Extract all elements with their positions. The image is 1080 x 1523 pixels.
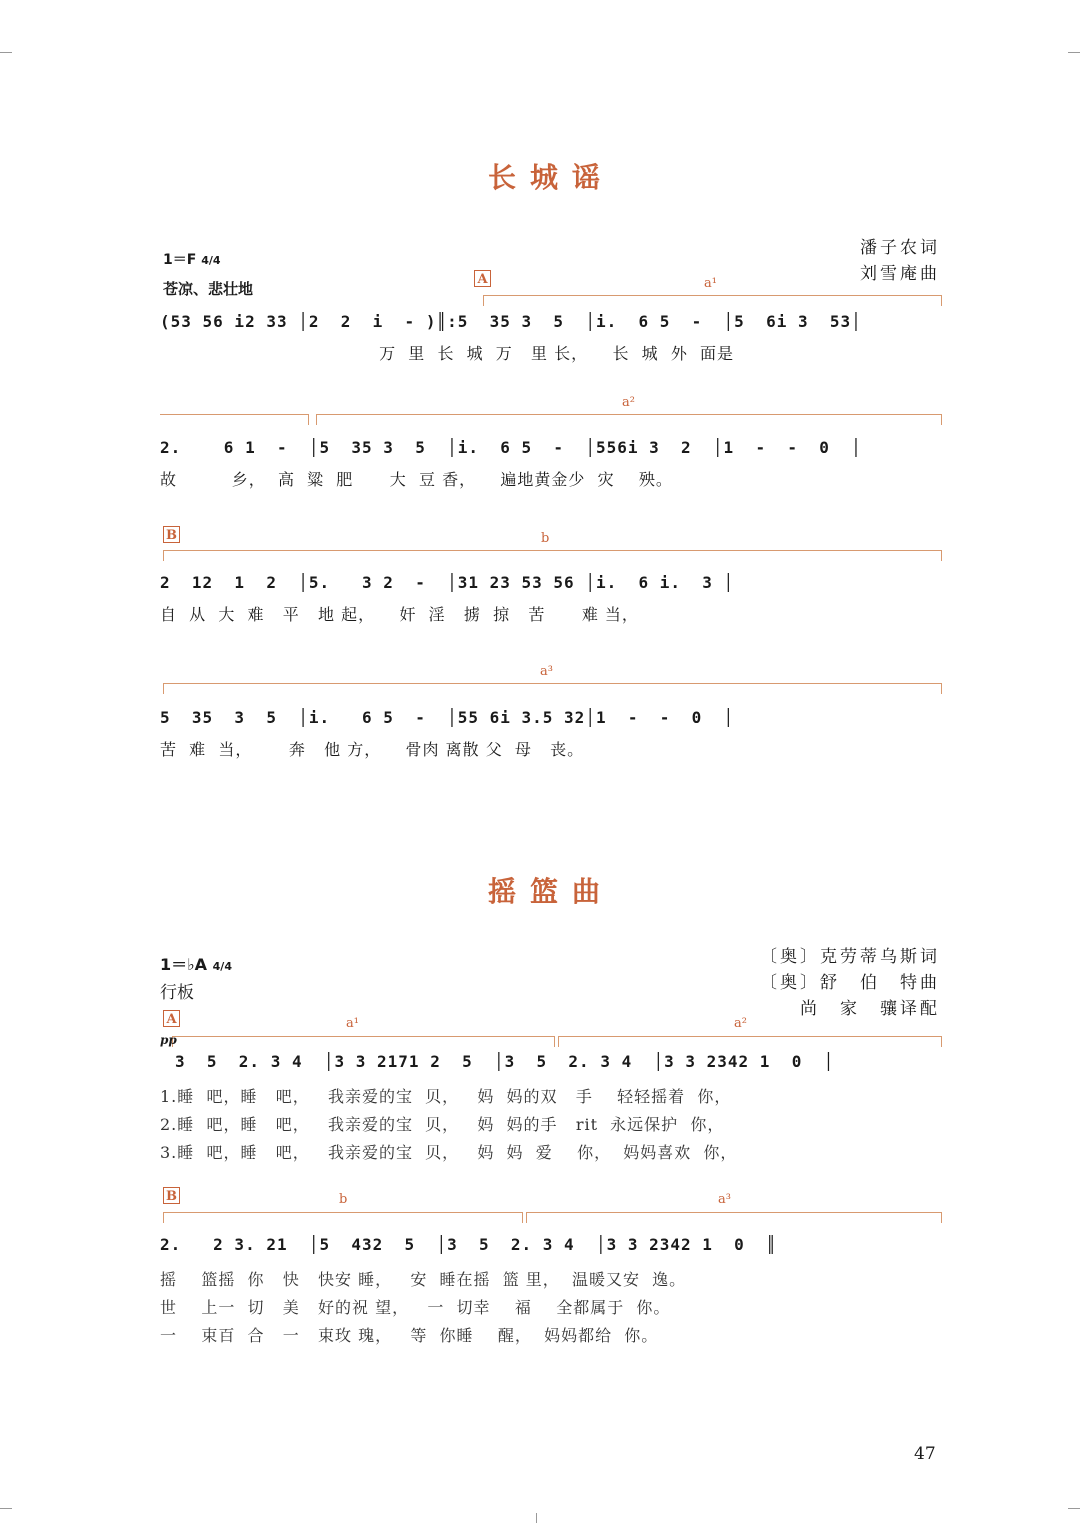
crop-mark: [536, 1513, 537, 1523]
phrase-bracket: [558, 1036, 942, 1047]
phrase-label-a2: a²: [622, 395, 635, 410]
song2-tempo: 行板: [160, 983, 194, 1003]
lyric-verse-3: 一 束百 合 一 束玫 瑰， 等 你睡 醒， 妈妈都给 你。: [160, 1326, 659, 1345]
lyric-line: 苦 难 当， 奔 他 方， 骨肉 离散 父 母 丧。: [160, 740, 585, 759]
song1-key: [163, 249, 221, 269]
notation-line: 5 35 3 5 │i. 6 5 - │55 6i 3.5 32│1 - - 0 │: [160, 708, 735, 727]
song2-key: [160, 952, 232, 975]
lyric-verse-2: 世 上一 切 美 好的祝 望， 一 切幸 福 全都属于 你。: [160, 1298, 671, 1317]
phrase-label-a3: a³: [540, 664, 553, 679]
lyric-verse-3: 3.睡 吧，睡 吧， 我亲爱的宝 贝， 妈 妈 爱 你， 妈妈喜欢 你，: [160, 1143, 738, 1162]
phrase-bracket: [163, 1212, 523, 1223]
phrase-label-a3: a³: [718, 1192, 731, 1207]
lyric-line: 自 从 大 难 平 地 起， 奸 淫 掳 掠 苦 难 当，: [160, 605, 639, 624]
time-signature: 4/4: [212, 960, 232, 973]
song2-composer: 〔奥〕舒 伯 特曲: [760, 973, 940, 993]
notation-line: (53 56 i2 33 │2 2 i - )║:5 35 3 5 │i. 6 5 - │5 6i 3 53│: [160, 312, 862, 331]
phrase-label-a1: a¹: [704, 276, 717, 291]
time-signature: 4/4: [201, 254, 221, 267]
song2-translator: 尚 家 骧译配: [800, 999, 940, 1019]
crop-mark: [0, 1508, 12, 1509]
key-signature: 1＝♭A: [160, 955, 208, 974]
phrase-label-a2: a²: [734, 1016, 747, 1031]
phrase-bracket: [163, 550, 942, 561]
song2-lyricist: 〔奥〕克劳蒂乌斯词: [760, 947, 940, 967]
notation-line: 2. 6 1 - │5 35 3 5 │i. 6 5 - │556i 3 2 │1 - - 0 │: [160, 438, 862, 457]
phrase-bracket: [316, 414, 942, 425]
song1-composer: 刘雪庵曲: [860, 264, 940, 284]
song1-mood: 苍凉、悲壮地: [163, 280, 254, 298]
song1-title: 长城谣: [488, 161, 615, 194]
lyric-verse-1: 1.睡 吧，睡 吧， 我亲爱的宝 贝， 妈 妈的双 手 轻轻摇着 你，: [160, 1087, 732, 1106]
crop-mark: [1068, 52, 1080, 53]
key-signature: 1＝F: [163, 252, 197, 268]
notation-line: 2. 2 3. 21 │5 432 5 │3 5 2. 3 4 │3 3 2342 1 0 ║: [160, 1235, 777, 1254]
phrase-label-b: b: [339, 1192, 348, 1207]
crop-mark: [1068, 1508, 1080, 1509]
phrase-bracket: [160, 414, 309, 425]
dynamic-marking: pp: [160, 1033, 177, 1047]
phrase-bracket: [172, 1036, 555, 1047]
phrase-label-a1: a¹: [346, 1016, 359, 1031]
page-number: 47: [914, 1444, 936, 1464]
phrase-bracket: [483, 295, 942, 306]
crop-mark: [0, 52, 12, 53]
section-label-B: B: [163, 1187, 180, 1204]
lyric-line: 万 里 长 城 万 里 长， 长 城 外 面是: [160, 344, 734, 363]
section-label-A: A: [163, 1010, 180, 1027]
notation-line: 3 5 2. 3 4 │3 3 2171 2 5 │3 5 2. 3 4 │3 3 2342 1 0 │: [175, 1052, 835, 1071]
lyric-verse-2: 2.睡 吧，睡 吧， 我亲爱的宝 贝， 妈 妈的手 rit 永远保护 你，: [160, 1115, 725, 1134]
section-label-A: A: [474, 270, 491, 287]
section-label-B: B: [163, 526, 180, 543]
notation-line: 2 12 1 2 │5. 3 2 - │31 23 53 56 │i. 6 i. 3 │: [160, 573, 735, 592]
phrase-bracket: [526, 1212, 942, 1223]
phrase-label-b: b: [541, 531, 550, 546]
phrase-bracket: [163, 683, 942, 694]
song1-lyricist: 潘子农词: [860, 238, 940, 258]
lyric-line: 故 乡， 高 粱 肥 大 豆 香， 遍地黄金少 灾 殃。: [160, 470, 673, 489]
song2-title: 摇篮曲: [488, 875, 615, 908]
lyric-verse-1: 摇 篮摇 你 快 快安 睡， 安 睡在摇 篮 里， 温暖又安 逸。: [160, 1270, 687, 1289]
